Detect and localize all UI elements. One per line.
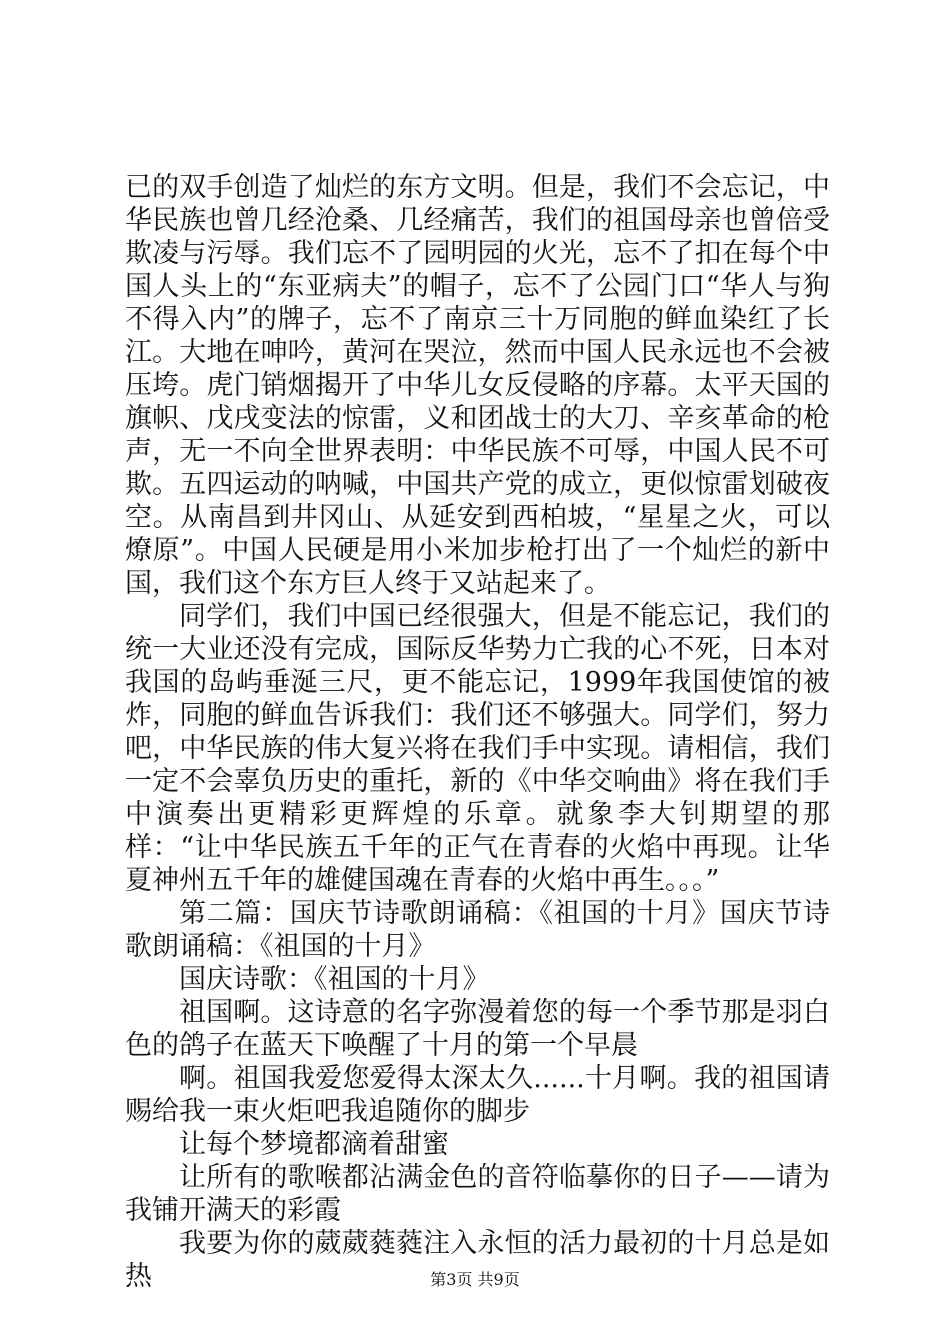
paragraph-section-title: 第二篇：国庆节诗歌朗诵稿：《祖国的十月》国庆节诗歌朗诵稿：《祖国的十月》 (125, 898, 830, 962)
paragraph-poem-line-3: 让每个梦境都滴着甜蜜 (179, 1129, 449, 1160)
paragraph-poem-line-1: 祖国啊。这诗意的名字弥漫着您的每一个季节那是羽白色的鸽子在蓝天下唤醒了十月的第一个早晨 (125, 997, 830, 1061)
document-body (125, 171, 830, 1293)
page-number-footer: 第3页 共9页 (430, 1270, 520, 1289)
paragraph-history: 已的双手创造了灿烂的东方文明。但是，我们不会忘记，中华民族也曾几经沧桑、几经痛苦，我们的祖国母亲也曾倍受欺凌与污辱。我们忘不了园明园的火光，忘不了扣在每个中国人头上的“东亚病夫”的帽子，忘不了公园门口“华人与狗不得入内”的牌子，忘不了南京三十万同胞的鲜血染红了长江。大地在呻吟，黄河在哭泣，然而中国人民永远也不会被压垮。虎门销烟揭开了中华儿女反侵略的序幕。太平天国的旗帜、戊戌变法的惊雷，义和团战士的大刀、辛亥革命的枪声，无一不向全世界表明：中华民族不可辱，中国人民不可欺。五四运动的呐喊，中国共产党的成立，更似惊雷划破夜空。从南昌到井冈山、从延安到西柏坡，“星星之火，可以燎原”。中国人民硬是用小米加步枪打出了一个灿烂的新中国，我们这个东方巨人终于又站起来了。 (125, 172, 830, 599)
paragraph-poem-line-4: 让所有的歌喉都沾满金色的音符临摹你的日子——请为我铺开满天的彩霞 (125, 1162, 830, 1226)
paragraph-poem-line-2: 啊。祖国我爱您爱得太深太久......十月啊。我的祖国请赐给我一束火炬吧我追随你的脚步 (125, 1063, 830, 1127)
paragraph-poem-line-5: 我要为你的葳葳蕤蕤注入永恒的活力最初的十月总是如热 (125, 1228, 830, 1292)
paragraph-students: 同学们，我们中国已经很强大，但是不能忘记，我们的统一大业还没有完成，国际反华势力亡我的心不死，日本对我国的岛屿垂涎三尺，更不能忘记，1999年我国使馆的被炸，同胞的鲜血告诉我们：我们还不够强大。同学们，努力吧，中华民族的伟大复兴将在我们手中实现。请相信，我们一定不会辜负历史的重托，新的《中华交响曲》将在我们手中演奏出更精彩更辉煌的乐章。就象李大钊期望的那样：“让中华民族五千年的正气在青春的火焰中再现。让华夏神州五千年的雄健国魂在青春的火焰中再生。。。” (125, 601, 830, 896)
paragraph-poem-title: 国庆诗歌：《祖国的十月》 (179, 964, 490, 995)
